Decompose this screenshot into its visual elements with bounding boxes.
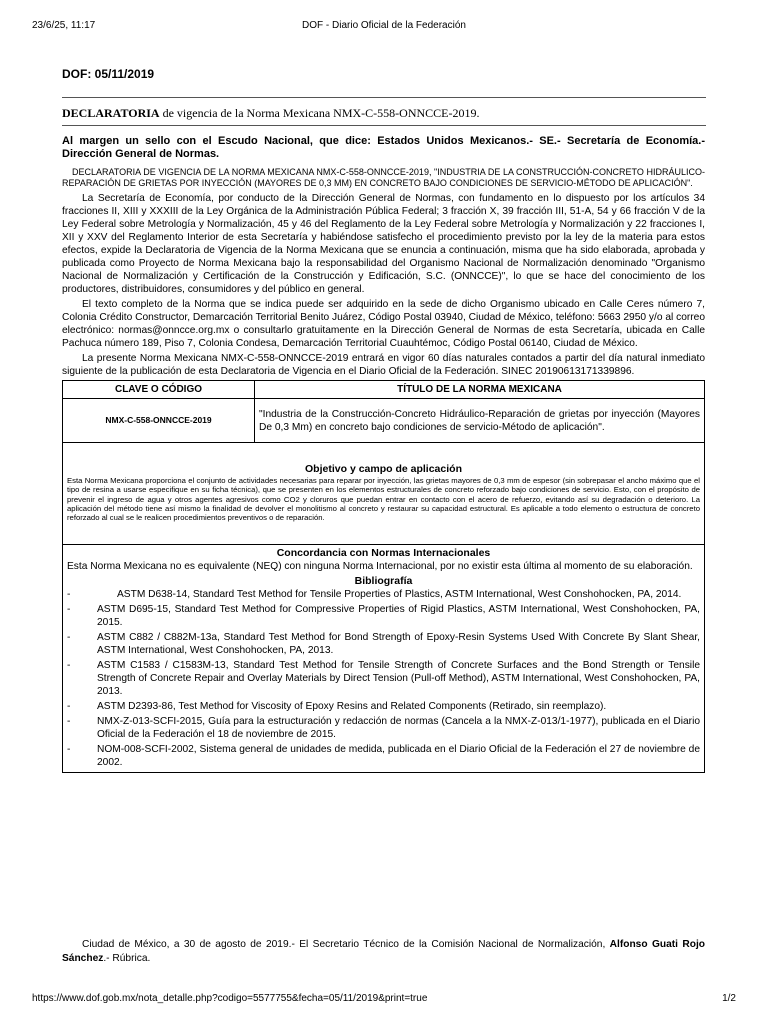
paragraph: La Secretaría de Economía, por conducto de la Dirección General de Normas, con fundamento en lo dispuesto por los artículos 34 fracciones II, XIII y XXXIII de la Ley Orgánica de la Administración Pública Federal; 3 fracción X, 39 fracción III, 51-A, 54 y 66 fracción V de la Ley Federal sobre Metrología y Normalización, 45 y 46 del Reglamento de la Ley Federal sobre Metrología y Normalización y 22 fracciones I, XII y XXV del Reglamento Interior de esta Secretaría y habiéndose satisfecho el procedimiento previsto por la ley de la materia para estos efectos, expide la Declaratoria de Vigencia de la Norma Mexicana que se enuncia a continuación, misma que ha sido elaborada, aprobada y publicada como Proyecto de Norma Mexicana bajo la responsabilidad del Organismo Nacional de Normalización denominado "Organismo Nacional de Normalización y Certificación de la Construcción y Edificación, S.C. (ONNCCE)", lo que se hace del conocimiento de los productores, distribuidores, consumidores y del público en general. [62, 193, 705, 295]
objective-text: Esta Norma Mexicana proporciona el conjunto de actividades necesarias para reparar por inyección, las grietas mayores de 0,3 mm de espesor (sin sobrepasar el ancho máximo que el tipo de resina a usarse especifique en su ficha técnica), que se presenten en los elementos estructurales de concreto reforzado bajo condiciones de servicio. Esto, con el propósito de prevenir el ingreso de agua y otros agentes agresivos como CO2 y cloruros que puedan entrar en contacto con el acero de refuerzo, evitando así su degradación o deterioro. La aplicación del método tiene así mismo la finalidad de devolver el monolitismo al concreto y restaurar su capacidad estructural. Es aplicable a todo elemento o estructura de concreto reforzado al cual se le realicen procedimientos preventivos o de reparación. [67, 476, 700, 523]
print-title: DOF - Diario Oficial de la Federación [302, 20, 466, 31]
objective-cell [63, 443, 705, 545]
list-item: - ASTM C1583 / C1583M-13, Standard Test Method for Tensile Strength of Concrete Surfaces and the Bond Strength or Tensile Strength of Concrete Repair and Overlay Materials by Direct Tension (Pull-off Method), ASTM International, West Conshohocken, PA, 2013. [67, 660, 700, 698]
declaration-bold: DECLARATORIA [62, 106, 160, 120]
page-url: https://www.dof.gob.mx/nota_detalle.php?codigo=5577755&fecha=05/11/2019&print=true [32, 993, 428, 1004]
dof-date: DOF: 05/11/2019 [62, 67, 155, 81]
norm-title: "Industria de la Construcción-Concreto Hidráulico-Reparación de grietas por inyección (Mayores De 0,3 Mm) en concreto bajo condiciones de servicio-Método de aplicación". [255, 399, 705, 443]
signature-pre: Ciudad de México, a 30 de agosto de 2019.- El Secretario Técnico de la Comisión Nacional de Normalización, [82, 939, 610, 950]
table-header-title: TÍTULO DE LA NORMA MEXICANA [255, 381, 705, 399]
intro-paragraph: DECLARATORIA DE VIGENCIA DE LA NORMA MEXICANA NMX-C-558-ONNCCE-2019, "INDUSTRIA DE LA CONSTRUCCIÓN-CONCRETO HIDRÁULICO-REPARACIÓN DE GRIETAS POR INYECCIÓN (MAYORES DE 0,3 MM) EN CONCRETO BAJO CONDICIONES DE SERVICIO-MÉTODO DE APLICACIÓN". [62, 167, 705, 188]
print-datetime: 23/6/25, 11:17 [32, 20, 96, 31]
norm-table [62, 380, 705, 773]
list-item: - NOM-008-SCFI-2002, Sistema general de unidades de medida, publicada en el Diario Oficial de la Federación el 27 de noviembre de 2002. [67, 744, 700, 769]
concordance-cell [63, 545, 705, 773]
divider [62, 125, 706, 126]
objective-heading: Objetivo y campo de aplicación [305, 463, 462, 475]
norm-code: NMX-C-558-ONNCCE-2019 [63, 399, 255, 443]
list-item: - ASTM D2393-86, Test Method for Viscosity of Epoxy Resins and Related Components (Retirado, sin reemplazo). [67, 701, 607, 713]
declaration-title [62, 106, 480, 121]
signatory-name: Alfonso Guati Rojo Sánchez [62, 939, 705, 964]
signature-paragraph [62, 938, 705, 966]
document-body [62, 135, 705, 773]
concordance-heading: Concordancia con Normas Internacionales [276, 547, 491, 560]
list-item: - ASTM C882 / C882M-13a, Standard Test Method for Bond Strength of Epoxy-Resin Systems Used With Concrete By Slant Shear, ASTM International, West Conshohocken, PA, 2013. [67, 632, 700, 657]
page-number: 1/2 [722, 993, 736, 1004]
paragraph: La presente Norma Mexicana NMX-C-558-ONNCCE-2019 entrará en vigor 60 días naturales contados a partir del día natural inmediato siguiente de la publicación de esta Declaratoria de Vigencia en el Diario Oficial de la Federación. SINEC 20190613171339896. [62, 353, 705, 377]
list-item: - ASTM D695-15, Standard Test Method for Compressive Properties of Rigid Plastics, ASTM International, West Conshohocken, PA, 2015. [67, 604, 700, 629]
margin-note: Al margen un sello con el Escudo Nacional, que dice: Estados Unidos Mexicanos.- SE.- Secretaría de Economía.- Dirección General de Normas. [62, 135, 705, 160]
paragraph: El texto completo de la Norma que se indica puede ser adquirido en la sede de dicho Organismo ubicado en Calle Ceres número 7, Colonia Crédito Constructor, Demarcación Territorial Benito Juárez, Código Postal 03940, Ciudad de México, teléfono: 5663 2950 y/o al correo electrónico: normas@onncce.org.mx o consultarlo gratuitamente en la Dirección General de Normas de esta Secretaría, ubicada en Calle Pachuca número 189, Piso 7, Colonia Condesa, Demarcación Territorial Cuauhtémoc, Código Postal 06140, Ciudad de México. [62, 299, 705, 349]
table-header-code: CLAVE O CÓDIGO [63, 381, 255, 399]
list-item: - ASTM D638-14, Standard Test Method for Tensile Properties of Plastics, ASTM International, West Conshohocken, PA, 2014. [67, 589, 682, 601]
list-item: - NMX-Z-013-SCFI-2015, Guía para la estructuración y redacción de normas (Cancela a la NMX-Z-013/1-1977), publicada en el Diario Oficial de la Federación el 18 de noviembre de 2015. [67, 716, 700, 741]
declaration-rest: de vigencia de la Norma Mexicana NMX-C-558-ONNCCE-2019. [159, 106, 480, 120]
signature-post: .- Rúbrica. [103, 953, 151, 964]
divider [62, 97, 706, 98]
bibliography-heading: Bibliografía [354, 575, 413, 588]
concordance-text: Esta Norma Mexicana no es equivalente (NEQ) con ninguna Norma Internacional, por no existir esta última al momento de su elaboración. [67, 561, 693, 573]
bibliography-list [67, 588, 700, 772]
